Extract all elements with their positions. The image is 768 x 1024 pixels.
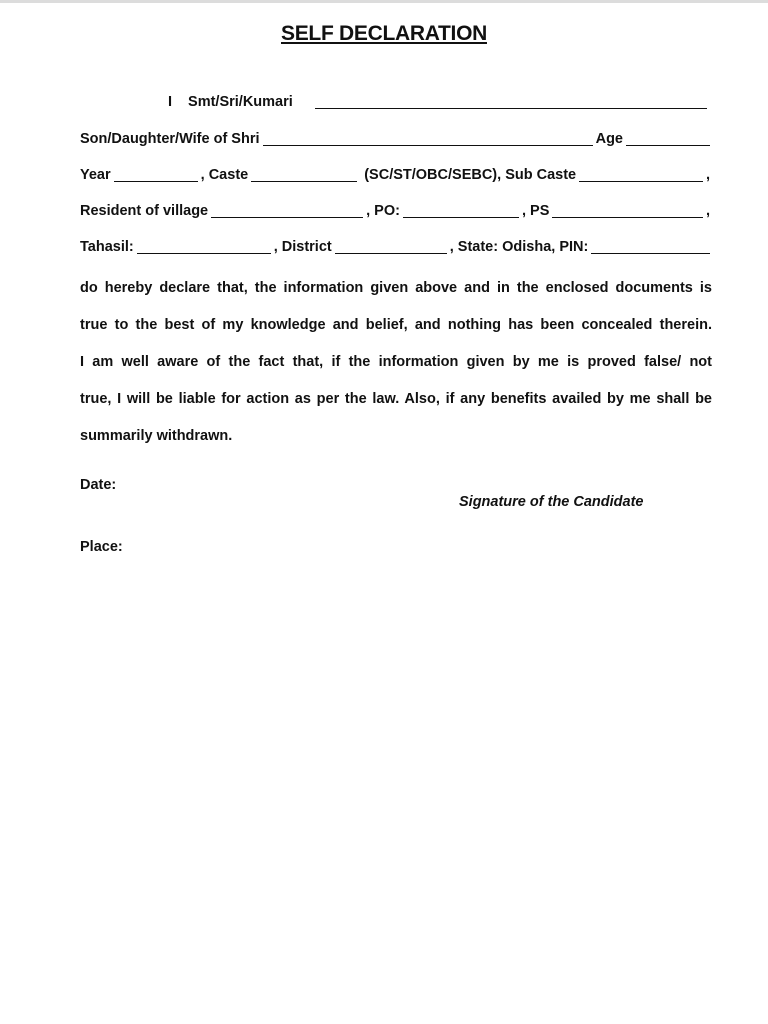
date-label: Date: [80, 477, 117, 493]
po-blank[interactable] [403, 202, 519, 218]
relation-label: Son/Daughter/Wife of Shri [80, 131, 260, 147]
father-name-blank[interactable] [263, 130, 593, 146]
caste-label: , Caste [200, 167, 249, 183]
pin-blank[interactable] [591, 238, 710, 254]
name-title-label: Smt/Sri/Kumari [188, 94, 293, 110]
top-border [0, 0, 768, 3]
name-line [80, 88, 710, 112]
caste-categories-label: (SC/ST/OBC/SEBC), Sub Caste [364, 167, 577, 183]
caste-blank[interactable] [251, 166, 357, 182]
page-title: SELF DECLARATION [281, 22, 487, 45]
declaration-line: I am well aware of the fact that, if the information given by me is proved false/ not [80, 354, 712, 370]
residence-line [80, 197, 710, 221]
year-blank[interactable] [114, 166, 198, 182]
village-label: Resident of village [80, 203, 209, 219]
declaration-paragraph [80, 270, 712, 455]
signature-label: Signature of the Candidate [459, 494, 644, 510]
village-blank[interactable] [211, 202, 363, 218]
year-caste-line [80, 161, 710, 185]
tahasil-blank[interactable] [137, 238, 271, 254]
relation-line [80, 125, 710, 149]
sub-caste-blank[interactable] [579, 166, 703, 182]
pronoun-i: I [168, 94, 173, 110]
district-label: , District [273, 239, 332, 255]
ps-label: , PS [521, 203, 550, 219]
address-line [80, 233, 710, 257]
ps-blank[interactable] [552, 202, 703, 218]
age-label: Age [595, 131, 623, 147]
name-blank[interactable] [315, 93, 707, 109]
year-label: Year [80, 167, 111, 183]
line-end-comma: , [705, 203, 710, 219]
po-label: , PO: [366, 203, 400, 219]
line-end-comma: , [705, 167, 710, 183]
declaration-line: true, I will be liable for action as per the law. Also, if any benefits availed by me shall be [80, 391, 712, 407]
tahasil-label: Tahasil: [80, 239, 134, 255]
place-label: Place: [80, 539, 123, 555]
state-pin-label: , State: Odisha, PIN: [449, 239, 589, 255]
district-blank[interactable] [335, 238, 447, 254]
declaration-line: do hereby declare that, the information given above and in the enclosed documents is [80, 280, 712, 296]
declaration-line: true to the best of my knowledge and belief, and nothing has been concealed therein. [80, 317, 712, 333]
declaration-line: summarily withdrawn. [80, 428, 233, 444]
age-blank[interactable] [626, 130, 710, 146]
